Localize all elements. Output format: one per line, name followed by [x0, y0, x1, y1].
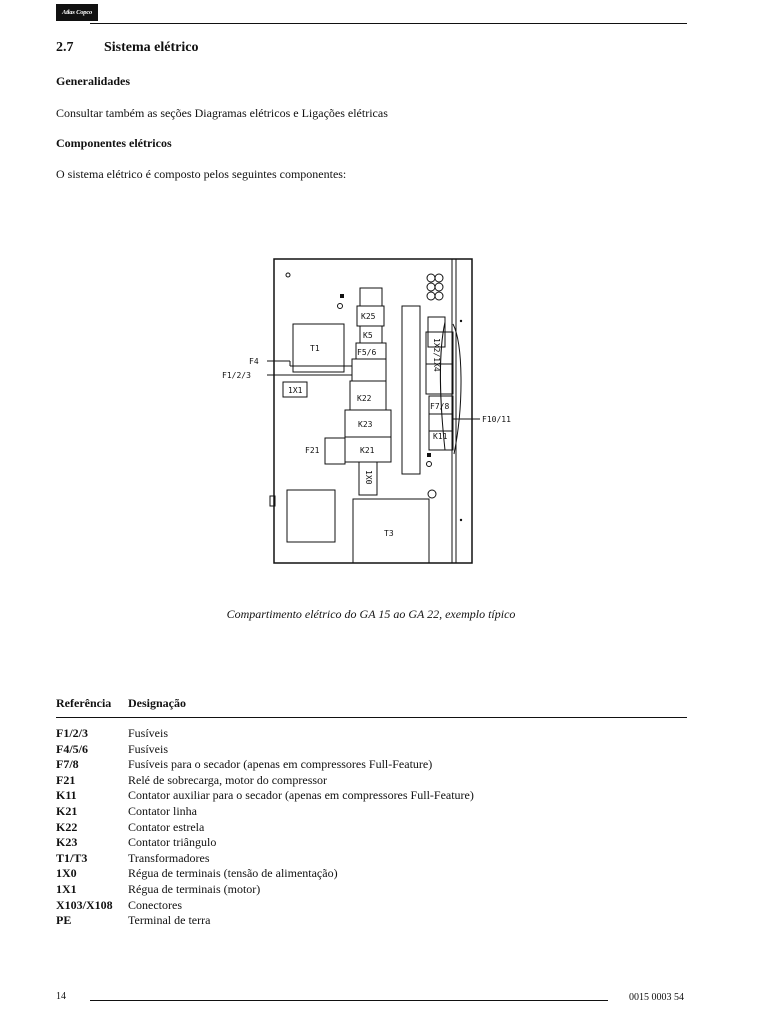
- section-number: 2.7: [56, 40, 74, 55]
- paragraph-components: O sistema elétrico é composto pelos seguintes componentes:: [56, 167, 347, 181]
- label-f78: F7/8: [430, 402, 450, 411]
- row-designation: Contator triângulo: [128, 835, 217, 850]
- row-ref: K23: [56, 835, 78, 850]
- label-f56: F5/6: [357, 348, 377, 357]
- row-ref: K11: [56, 788, 77, 803]
- heading-components: Componentes elétricos: [56, 136, 172, 150]
- label-t1: T1: [310, 344, 320, 353]
- footer-rule: [90, 1000, 608, 1001]
- row-ref: 1X0: [56, 866, 77, 881]
- figure-caption: Compartimento elétrico do GA 15 ao GA 22, exemplo típico: [226, 607, 516, 621]
- row-ref: K22: [56, 819, 78, 834]
- row-ref: F21: [56, 772, 76, 787]
- table-header-reference: Referência: [56, 696, 112, 710]
- section-title: Sistema elétrico: [104, 40, 199, 55]
- table-row: [56, 866, 687, 882]
- row-designation: Relé de sobrecarga, motor do compressor: [128, 772, 328, 787]
- label-t3: T3: [384, 529, 394, 538]
- row-designation: Transformadores: [128, 850, 210, 865]
- label-k21: K21: [360, 446, 375, 455]
- table-row: [56, 726, 687, 742]
- row-ref: PE: [56, 913, 72, 928]
- page-number: 14: [56, 991, 66, 1002]
- row-designation: Régua de terminais (tensão de alimentação): [128, 866, 338, 881]
- label-k22: K22: [357, 394, 372, 403]
- label-f21: F21: [305, 446, 320, 455]
- document-code: 0015 0003 54: [629, 992, 684, 1003]
- table-row: [56, 820, 687, 836]
- row-designation: Conectores: [128, 897, 182, 912]
- label-k11: K11: [433, 432, 448, 441]
- header-rule: [90, 23, 687, 24]
- row-ref: F1/2/3: [56, 726, 88, 740]
- row-designation: Fusíveis: [128, 726, 169, 740]
- paragraph-general: Consultar também as seções Diagramas elétricos e Ligações elétricas: [56, 106, 388, 120]
- table-row: [56, 835, 687, 851]
- label-f123: F1/2/3: [222, 371, 251, 380]
- table-rule: [56, 717, 687, 718]
- label-1x2-1x4: 1X2/1X4: [432, 338, 441, 372]
- row-designation: Fusíveis: [128, 741, 169, 756]
- heading-general: Generalidades: [56, 74, 130, 88]
- table-header-designation: Designação: [128, 696, 186, 710]
- table-row: [56, 804, 687, 820]
- label-1x0: 1X0: [364, 470, 373, 485]
- label-k5: K5: [363, 331, 373, 340]
- label-f4: F4: [249, 357, 259, 366]
- electrical-cabinet-diagram: [218, 254, 518, 569]
- row-designation: Fusíveis para o secador (apenas em compressores Full-Feature): [128, 757, 433, 772]
- row-designation: Régua de terminais (motor): [128, 881, 261, 896]
- brand-logo: Atlas Copco: [56, 4, 98, 21]
- row-designation: Contator linha: [128, 803, 197, 818]
- table-row: [56, 851, 687, 867]
- row-designation: Contator estrela: [128, 819, 205, 834]
- table-row: [56, 898, 687, 914]
- row-ref: F4/5/6: [56, 741, 88, 756]
- table-row: [56, 757, 687, 773]
- label-1x1: 1X1: [288, 386, 303, 395]
- row-ref: F7/8: [56, 757, 79, 772]
- label-f1011: F10/11: [482, 415, 511, 424]
- row-designation: Terminal de terra: [128, 913, 211, 928]
- row-ref: X103/X108: [56, 897, 113, 912]
- row-ref: K21: [56, 803, 78, 818]
- table-row: [56, 913, 687, 929]
- row-ref: 1X1: [56, 881, 77, 896]
- label-k23: K23: [358, 420, 373, 429]
- component-table: [56, 726, 687, 929]
- row-designation: Contator auxiliar para o secador (apenas em compressores Full-Feature): [128, 788, 474, 803]
- table-row: [56, 882, 687, 898]
- table-row: [56, 773, 687, 789]
- label-k25: K25: [361, 312, 376, 321]
- row-ref: T1/T3: [56, 850, 88, 865]
- table-row: [56, 788, 687, 804]
- table-row: [56, 742, 687, 758]
